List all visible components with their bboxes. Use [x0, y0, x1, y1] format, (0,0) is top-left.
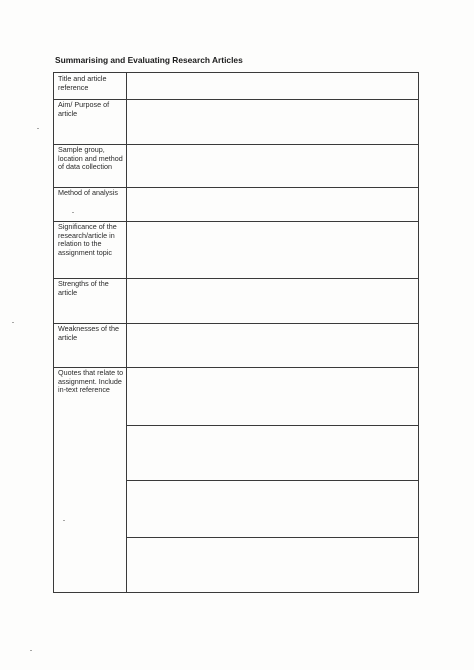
- row-divider: [54, 144, 418, 145]
- row-label-title-reference: Title and article reference: [58, 74, 107, 92]
- scan-speck: [30, 650, 32, 651]
- scan-speck: [12, 322, 14, 323]
- quote-box-divider: [126, 537, 418, 538]
- column-divider: [126, 73, 127, 592]
- page-title: Summarising and Evaluating Research Articles: [55, 55, 243, 65]
- row-label-quotes: Quotes that relate to assignment. Include in-text reference: [58, 368, 124, 395]
- row-label-aim-purpose: Aim/ Purpose of article: [58, 100, 110, 118]
- quote-box-divider: [126, 480, 418, 481]
- row-label-strengths: Strengths of the article: [58, 279, 109, 297]
- row-label-weaknesses: Weaknesses of the article: [58, 324, 119, 342]
- scan-speck: [63, 520, 65, 521]
- row-label-method-analysis: Method of analysis: [58, 188, 118, 197]
- scan-speck: [72, 212, 74, 213]
- article-summary-table: [53, 72, 419, 593]
- scan-speck: [37, 128, 39, 129]
- row-label-significance: Significance of the research/article in relation to the assignment topic: [58, 222, 117, 257]
- row-label-sample-group: Sample group, location and method of data collection: [58, 145, 123, 172]
- quote-box-divider: [126, 425, 418, 426]
